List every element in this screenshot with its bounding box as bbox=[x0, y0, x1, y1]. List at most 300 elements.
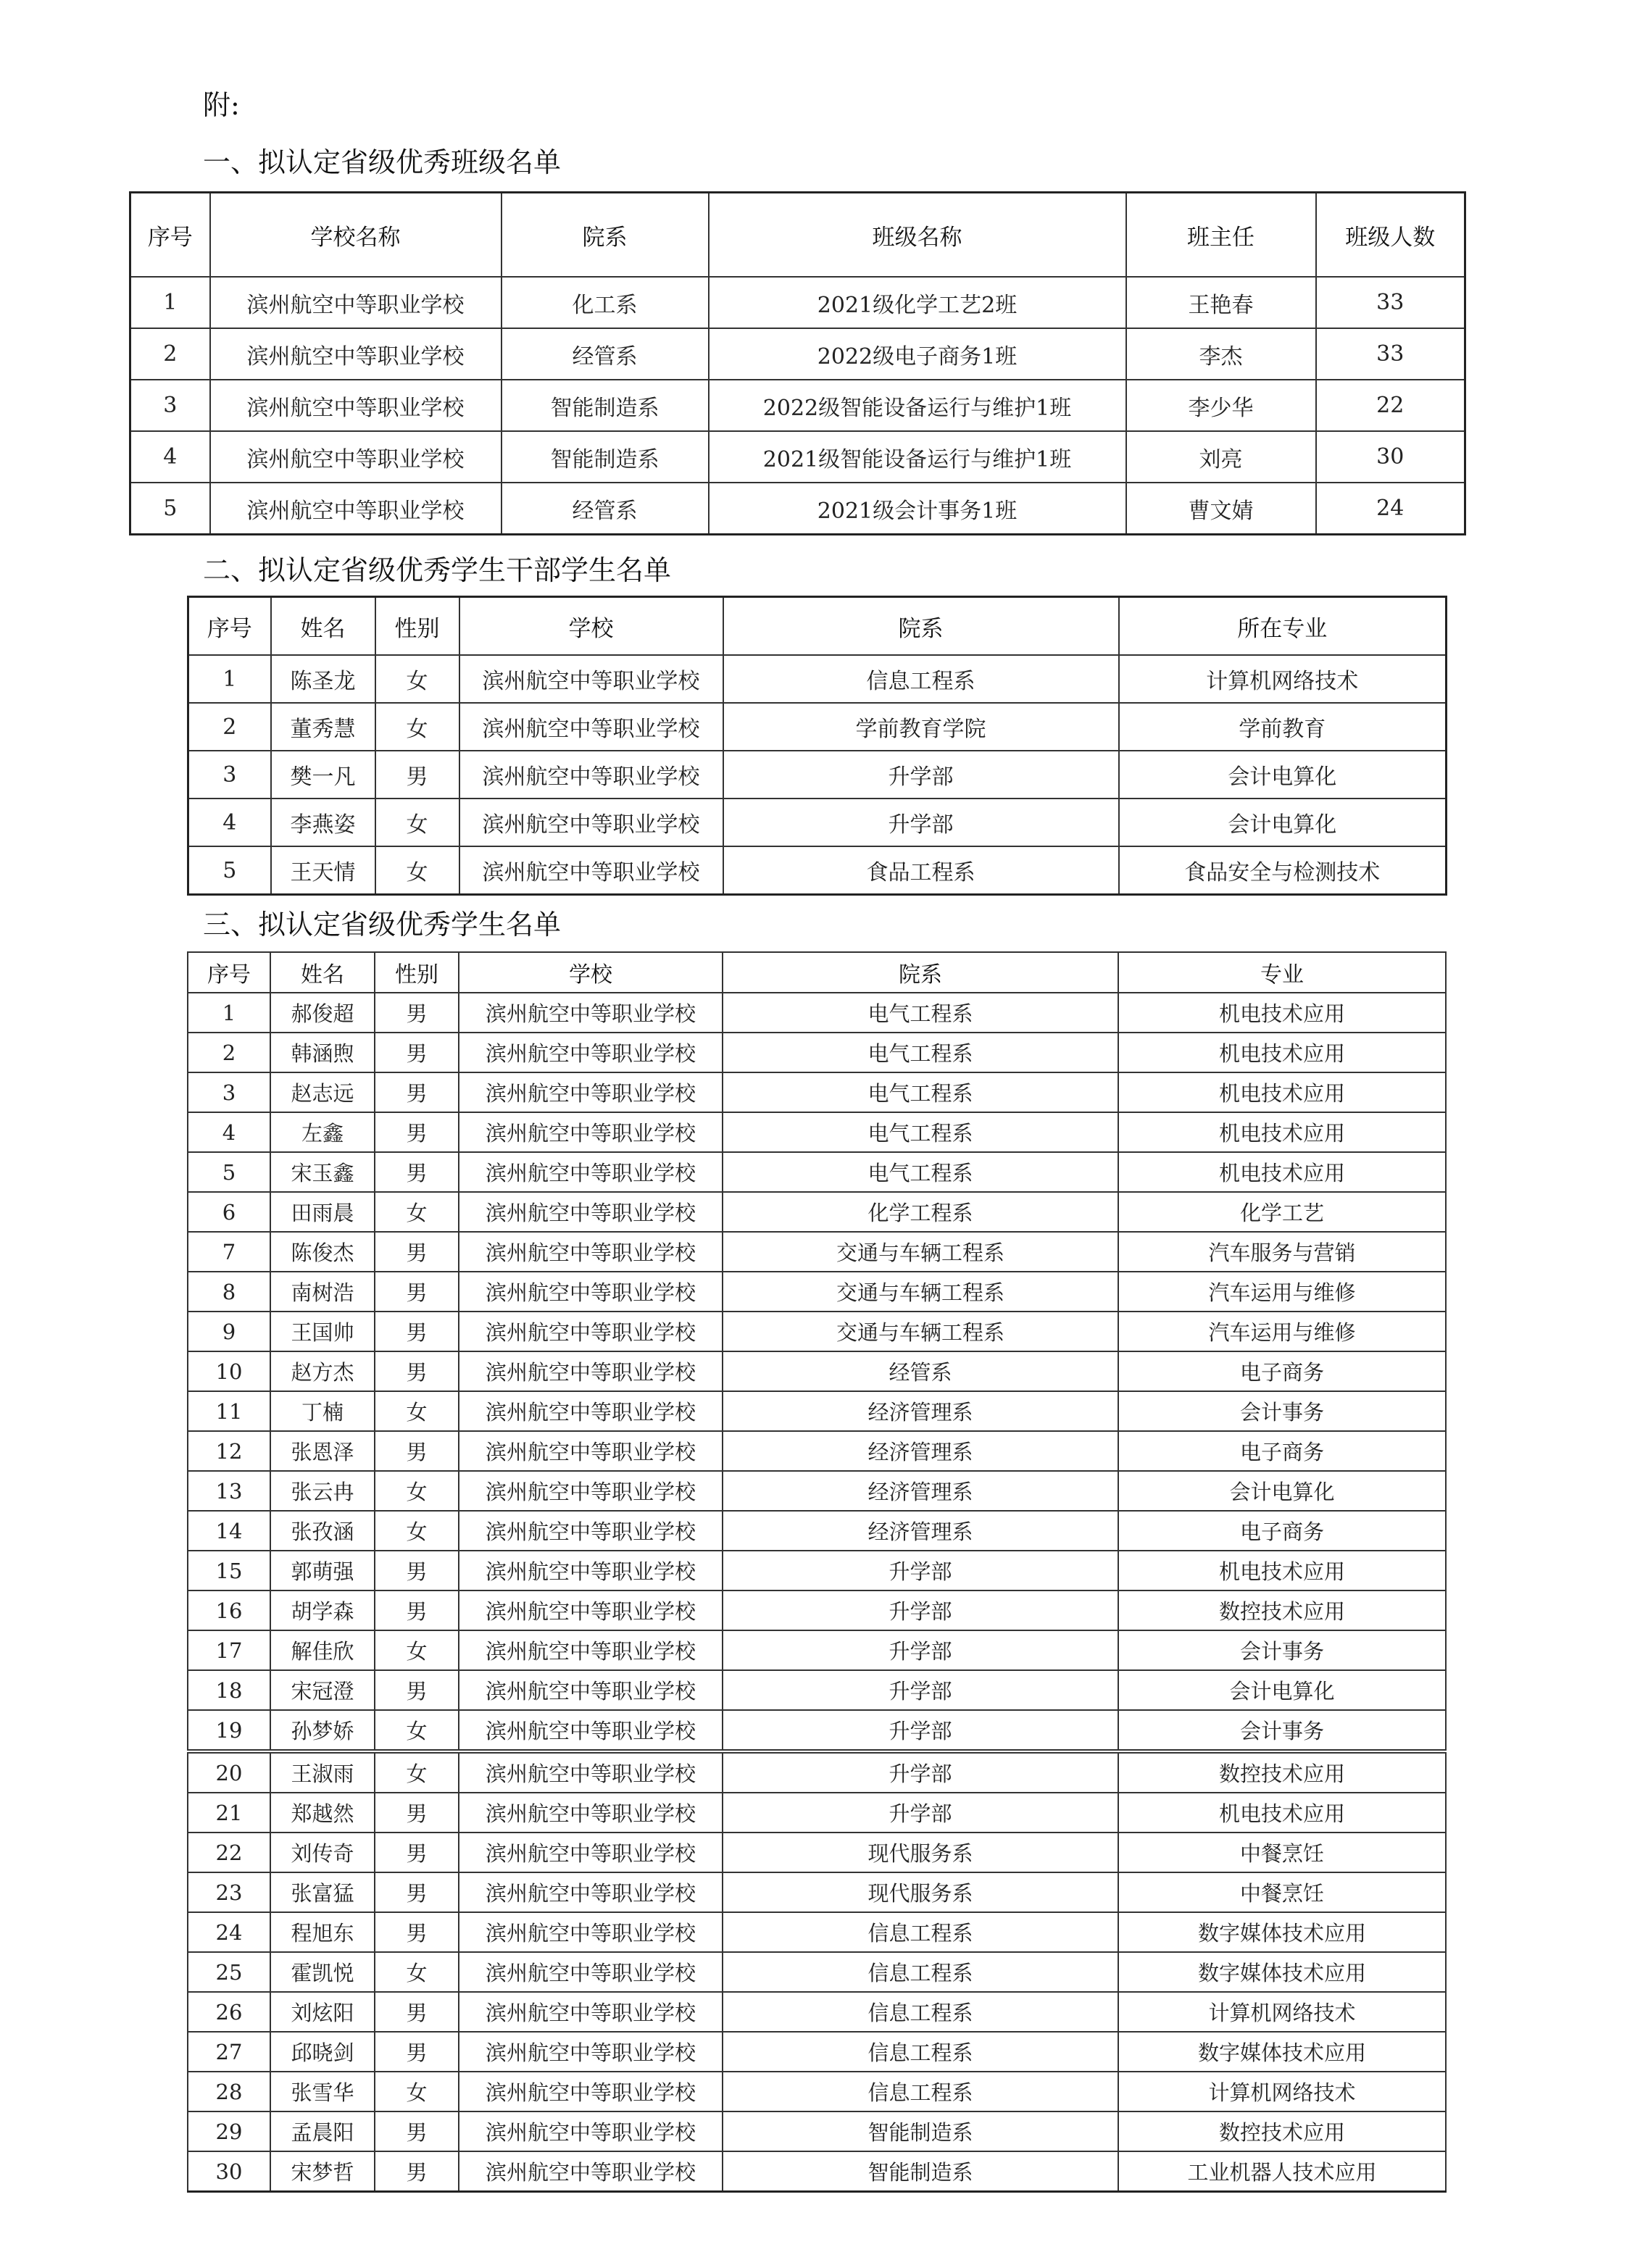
cell-department: 经济管理系 bbox=[723, 1431, 1118, 1471]
cell-class-size: 30 bbox=[1316, 431, 1465, 483]
cell-gender: 女 bbox=[375, 655, 459, 703]
cell-name: 郭萌强 bbox=[270, 1551, 375, 1590]
cell-major: 机电技术应用 bbox=[1118, 1112, 1446, 1152]
cell-school: 滨州航空中等职业学校 bbox=[459, 751, 723, 799]
cell-major: 数控技术应用 bbox=[1118, 2111, 1446, 2151]
cell-name: 张雪华 bbox=[270, 2072, 375, 2111]
cell-head-teacher: 李少华 bbox=[1126, 380, 1316, 431]
cell-index: 22 bbox=[188, 1833, 270, 1872]
cell-gender: 女 bbox=[375, 1471, 459, 1511]
table-header-row bbox=[188, 597, 1447, 656]
table-row bbox=[188, 1710, 1446, 1751]
cell-department: 经济管理系 bbox=[723, 1391, 1118, 1431]
excellent-students-body bbox=[188, 993, 1446, 2192]
cell-school: 滨州航空中等职业学校 bbox=[459, 703, 723, 751]
table-row bbox=[188, 1751, 1446, 1793]
cell-department: 电气工程系 bbox=[723, 1033, 1118, 1072]
cell-gender: 男 bbox=[375, 2111, 459, 2151]
cell-major: 电子商务 bbox=[1118, 1431, 1446, 1471]
table-row bbox=[130, 380, 1465, 431]
table-row bbox=[188, 1152, 1446, 1192]
cell-school: 滨州航空中等职业学校 bbox=[459, 1670, 723, 1710]
cell-school: 滨州航空中等职业学校 bbox=[459, 993, 723, 1033]
cell-department: 智能制造系 bbox=[502, 380, 709, 431]
cell-gender: 男 bbox=[375, 1872, 459, 1912]
cell-school: 滨州航空中等职业学校 bbox=[459, 1751, 723, 1793]
cell-name: 王淑雨 bbox=[270, 1751, 375, 1793]
excellent-classes-table bbox=[129, 191, 1466, 535]
table-row bbox=[188, 1351, 1446, 1391]
section-title-excellent-classes: 一、拟认定省级优秀班级名单 bbox=[203, 146, 562, 178]
cell-major: 工业机器人技术应用 bbox=[1118, 2151, 1446, 2192]
cell-school: 滨州航空中等职业学校 bbox=[459, 1912, 723, 1952]
cell-school: 滨州航空中等职业学校 bbox=[459, 1232, 723, 1272]
cell-major: 机电技术应用 bbox=[1118, 1072, 1446, 1112]
header-department: 院系 bbox=[723, 952, 1118, 993]
cell-department: 智能制造系 bbox=[502, 431, 709, 483]
cell-index: 12 bbox=[188, 1431, 270, 1471]
table-row bbox=[130, 483, 1465, 535]
cell-name: 张孜涵 bbox=[270, 1511, 375, 1551]
table-row bbox=[188, 1912, 1446, 1952]
cell-department: 信息工程系 bbox=[723, 2032, 1118, 2072]
cell-major: 机电技术应用 bbox=[1118, 1033, 1446, 1072]
cell-name: 解佳欣 bbox=[270, 1630, 375, 1670]
cell-school: 滨州航空中等职业学校 bbox=[459, 2151, 723, 2192]
table-row bbox=[188, 1072, 1446, 1112]
cell-department: 信息工程系 bbox=[723, 1992, 1118, 2032]
header-major: 专业 bbox=[1118, 952, 1446, 993]
cell-major: 会计电算化 bbox=[1118, 1471, 1446, 1511]
cell-department: 经管系 bbox=[502, 328, 709, 380]
header-gender: 性别 bbox=[375, 597, 459, 656]
header-gender: 性别 bbox=[375, 952, 459, 993]
table-row bbox=[188, 1630, 1446, 1670]
table-row bbox=[188, 1391, 1446, 1431]
cell-gender: 男 bbox=[375, 1590, 459, 1630]
cell-name: 孙梦娇 bbox=[270, 1710, 375, 1751]
cell-index: 3 bbox=[188, 1072, 270, 1112]
cell-class-size: 24 bbox=[1316, 483, 1465, 535]
cell-department: 升学部 bbox=[723, 1793, 1118, 1833]
cell-major: 会计事务 bbox=[1118, 1630, 1446, 1670]
cell-gender: 女 bbox=[375, 1391, 459, 1431]
header-class-size: 班级人数 bbox=[1316, 193, 1465, 278]
cell-major: 会计事务 bbox=[1118, 1391, 1446, 1431]
table-row bbox=[188, 2032, 1446, 2072]
cell-class-size: 33 bbox=[1316, 328, 1465, 380]
cell-index: 17 bbox=[188, 1630, 270, 1670]
cell-department: 现代服务系 bbox=[723, 1833, 1118, 1872]
cell-school: 滨州航空中等职业学校 bbox=[459, 1551, 723, 1590]
cell-index: 9 bbox=[188, 1312, 270, 1351]
cell-gender: 男 bbox=[375, 1112, 459, 1152]
cell-index: 26 bbox=[188, 1992, 270, 2032]
header-school: 学校 bbox=[459, 952, 723, 993]
cell-class-name: 2022级智能设备运行与维护1班 bbox=[709, 380, 1126, 431]
cell-school-name: 滨州航空中等职业学校 bbox=[210, 380, 502, 431]
cell-gender: 女 bbox=[375, 799, 459, 846]
cell-gender: 男 bbox=[375, 993, 459, 1033]
cell-name: 陈俊杰 bbox=[270, 1232, 375, 1272]
cell-index: 10 bbox=[188, 1351, 270, 1391]
table-row bbox=[188, 1872, 1446, 1912]
cell-major: 化学工艺 bbox=[1118, 1192, 1446, 1232]
cell-name: 赵志远 bbox=[270, 1072, 375, 1112]
table-row bbox=[188, 1033, 1446, 1072]
cell-school: 滨州航空中等职业学校 bbox=[459, 846, 723, 895]
cell-major: 数控技术应用 bbox=[1118, 1590, 1446, 1630]
cell-department: 升学部 bbox=[723, 751, 1119, 799]
cell-major: 计算机网络技术 bbox=[1118, 2072, 1446, 2111]
cell-school: 滨州航空中等职业学校 bbox=[459, 1152, 723, 1192]
cell-index: 25 bbox=[188, 1952, 270, 1992]
cell-class-size: 33 bbox=[1316, 277, 1465, 328]
table-row bbox=[188, 1952, 1446, 1992]
cell-major: 中餐烹饪 bbox=[1118, 1833, 1446, 1872]
cell-school: 滨州航空中等职业学校 bbox=[459, 1952, 723, 1992]
cell-department: 信息工程系 bbox=[723, 655, 1119, 703]
cell-major: 汽车运用与维修 bbox=[1118, 1272, 1446, 1312]
header-name: 姓名 bbox=[270, 952, 375, 993]
cell-major: 会计事务 bbox=[1118, 1710, 1446, 1751]
cell-major: 计算机网络技术 bbox=[1119, 655, 1447, 703]
table-row bbox=[188, 1232, 1446, 1272]
cell-gender: 男 bbox=[375, 1232, 459, 1272]
cell-gender: 女 bbox=[375, 1952, 459, 1992]
cell-school: 滨州航空中等职业学校 bbox=[459, 1590, 723, 1630]
cell-department: 经济管理系 bbox=[723, 1471, 1118, 1511]
table-row bbox=[188, 1992, 1446, 2032]
header-major: 所在专业 bbox=[1119, 597, 1447, 656]
cell-gender: 男 bbox=[375, 1072, 459, 1112]
cell-department: 交通与车辆工程系 bbox=[723, 1312, 1118, 1351]
table-row bbox=[188, 799, 1447, 846]
cell-major: 会计电算化 bbox=[1119, 751, 1447, 799]
cell-name: 胡学森 bbox=[270, 1590, 375, 1630]
section-title-student-cadres: 二、拟认定省级优秀学生干部学生名单 bbox=[203, 554, 672, 586]
cell-name: 张恩泽 bbox=[270, 1431, 375, 1471]
cell-index: 7 bbox=[188, 1232, 270, 1272]
cell-major: 机电技术应用 bbox=[1118, 1551, 1446, 1590]
cell-gender: 男 bbox=[375, 2032, 459, 2072]
header-head-teacher: 班主任 bbox=[1126, 193, 1316, 278]
cell-index: 2 bbox=[188, 703, 271, 751]
cell-name: 张富猛 bbox=[270, 1872, 375, 1912]
cell-school: 滨州航空中等职业学校 bbox=[459, 799, 723, 846]
cell-school-name: 滨州航空中等职业学校 bbox=[210, 483, 502, 535]
cell-name: 左鑫 bbox=[270, 1112, 375, 1152]
cell-gender: 男 bbox=[375, 1312, 459, 1351]
header-school: 学校 bbox=[459, 597, 723, 656]
cell-gender: 男 bbox=[375, 1833, 459, 1872]
cell-department: 交通与车辆工程系 bbox=[723, 1272, 1118, 1312]
cell-index: 11 bbox=[188, 1391, 270, 1431]
cell-department: 升学部 bbox=[723, 799, 1119, 846]
cell-department: 化学工程系 bbox=[723, 1192, 1118, 1232]
table-row bbox=[188, 1833, 1446, 1872]
table-row bbox=[188, 1272, 1446, 1312]
cell-school: 滨州航空中等职业学校 bbox=[459, 2032, 723, 2072]
cell-school: 滨州航空中等职业学校 bbox=[459, 1833, 723, 1872]
cell-head-teacher: 曹文婧 bbox=[1126, 483, 1316, 535]
cell-index: 24 bbox=[188, 1912, 270, 1952]
cell-head-teacher: 王艳春 bbox=[1126, 277, 1316, 328]
cell-name: 丁楠 bbox=[270, 1391, 375, 1431]
cell-index: 27 bbox=[188, 2032, 270, 2072]
cell-name: 刘传奇 bbox=[270, 1833, 375, 1872]
cell-name: 刘炫阳 bbox=[270, 1992, 375, 2032]
table-row bbox=[188, 2072, 1446, 2111]
cell-school: 滨州航空中等职业学校 bbox=[459, 1033, 723, 1072]
cell-index: 2 bbox=[188, 1033, 270, 1072]
table-header-row bbox=[188, 952, 1446, 993]
cell-name: 田雨晨 bbox=[270, 1192, 375, 1232]
cell-class-size: 22 bbox=[1316, 380, 1465, 431]
cell-name: 程旭东 bbox=[270, 1912, 375, 1952]
cell-major: 计算机网络技术 bbox=[1118, 1992, 1446, 2032]
cell-index: 5 bbox=[188, 846, 271, 895]
cell-gender: 女 bbox=[375, 1630, 459, 1670]
cell-index: 29 bbox=[188, 2111, 270, 2151]
cell-name: 宋梦哲 bbox=[270, 2151, 375, 2192]
cell-name: 孟晨阳 bbox=[270, 2111, 375, 2151]
table-header-row bbox=[130, 193, 1465, 278]
table-row bbox=[188, 1590, 1446, 1630]
cell-class-name: 2021级化学工艺2班 bbox=[709, 277, 1126, 328]
cell-school: 滨州航空中等职业学校 bbox=[459, 1192, 723, 1232]
cell-name: 陈圣龙 bbox=[271, 655, 375, 703]
cell-school: 滨州航空中等职业学校 bbox=[459, 1992, 723, 2032]
cell-name: 郝俊超 bbox=[270, 993, 375, 1033]
cell-department: 现代服务系 bbox=[723, 1872, 1118, 1912]
cell-name: 赵方杰 bbox=[270, 1351, 375, 1391]
header-name: 姓名 bbox=[271, 597, 375, 656]
cell-name: 樊一凡 bbox=[271, 751, 375, 799]
cell-major: 汽车运用与维修 bbox=[1118, 1312, 1446, 1351]
cell-major: 汽车服务与营销 bbox=[1118, 1232, 1446, 1272]
table-row bbox=[188, 1670, 1446, 1710]
cell-department: 信息工程系 bbox=[723, 2072, 1118, 2111]
cell-index: 4 bbox=[130, 431, 210, 483]
cell-department: 升学部 bbox=[723, 1590, 1118, 1630]
header-school-name: 学校名称 bbox=[210, 193, 502, 278]
cell-school: 滨州航空中等职业学校 bbox=[459, 1471, 723, 1511]
table-row bbox=[188, 846, 1447, 895]
cell-school: 滨州航空中等职业学校 bbox=[459, 1391, 723, 1431]
cell-department: 升学部 bbox=[723, 1670, 1118, 1710]
cell-school: 滨州航空中等职业学校 bbox=[459, 2111, 723, 2151]
table-row bbox=[188, 1793, 1446, 1833]
cell-gender: 男 bbox=[375, 1670, 459, 1710]
header-class-name: 班级名称 bbox=[709, 193, 1126, 278]
cell-index: 3 bbox=[188, 751, 271, 799]
table-row bbox=[188, 703, 1447, 751]
cell-gender: 男 bbox=[375, 1992, 459, 2032]
cell-major: 机电技术应用 bbox=[1118, 1793, 1446, 1833]
cell-index: 1 bbox=[188, 655, 271, 703]
cell-department: 智能制造系 bbox=[723, 2151, 1118, 2192]
cell-school: 滨州航空中等职业学校 bbox=[459, 1710, 723, 1751]
cell-school: 滨州航空中等职业学校 bbox=[459, 1630, 723, 1670]
table-row bbox=[188, 993, 1446, 1033]
cell-gender: 男 bbox=[375, 2151, 459, 2192]
cell-index: 1 bbox=[188, 993, 270, 1033]
table-row bbox=[188, 1431, 1446, 1471]
cell-index: 3 bbox=[130, 380, 210, 431]
cell-department: 电气工程系 bbox=[723, 1112, 1118, 1152]
cell-gender: 女 bbox=[375, 1710, 459, 1751]
table-row bbox=[188, 1551, 1446, 1590]
cell-school: 滨州航空中等职业学校 bbox=[459, 1272, 723, 1312]
cell-major: 数字媒体技术应用 bbox=[1118, 1952, 1446, 1992]
cell-department: 电气工程系 bbox=[723, 1072, 1118, 1112]
cell-head-teacher: 李杰 bbox=[1126, 328, 1316, 380]
cell-major: 数字媒体技术应用 bbox=[1118, 1912, 1446, 1952]
cell-index: 5 bbox=[188, 1152, 270, 1192]
cell-school: 滨州航空中等职业学校 bbox=[459, 1872, 723, 1912]
cell-name: 韩涵煦 bbox=[270, 1033, 375, 1072]
cell-gender: 男 bbox=[375, 1431, 459, 1471]
cell-school: 滨州航空中等职业学校 bbox=[459, 1312, 723, 1351]
cell-school: 滨州航空中等职业学校 bbox=[459, 1351, 723, 1391]
cell-name: 董秀慧 bbox=[271, 703, 375, 751]
header-department: 院系 bbox=[723, 597, 1119, 656]
cell-department: 升学部 bbox=[723, 1710, 1118, 1751]
cell-name: 王天情 bbox=[271, 846, 375, 895]
cell-major: 学前教育 bbox=[1119, 703, 1447, 751]
table-row bbox=[188, 1192, 1446, 1232]
cell-major: 机电技术应用 bbox=[1118, 1152, 1446, 1192]
table-row bbox=[188, 1471, 1446, 1511]
cell-head-teacher: 刘亮 bbox=[1126, 431, 1316, 483]
cell-class-name: 2021级智能设备运行与维护1班 bbox=[709, 431, 1126, 483]
cell-gender: 女 bbox=[375, 703, 459, 751]
cell-index: 4 bbox=[188, 799, 271, 846]
cell-gender: 女 bbox=[375, 1751, 459, 1793]
cell-department: 升学部 bbox=[723, 1751, 1118, 1793]
table-row bbox=[188, 2111, 1446, 2151]
cell-gender: 男 bbox=[375, 1351, 459, 1391]
cell-department: 智能制造系 bbox=[723, 2111, 1118, 2151]
cell-department: 化工系 bbox=[502, 277, 709, 328]
cell-index: 30 bbox=[188, 2151, 270, 2192]
table-row bbox=[188, 2151, 1446, 2192]
cell-name: 郑越然 bbox=[270, 1793, 375, 1833]
table-row bbox=[188, 655, 1447, 703]
cell-index: 14 bbox=[188, 1511, 270, 1551]
cell-school: 滨州航空中等职业学校 bbox=[459, 1431, 723, 1471]
cell-school: 滨州航空中等职业学校 bbox=[459, 1072, 723, 1112]
cell-index: 2 bbox=[130, 328, 210, 380]
student-cadres-table bbox=[187, 596, 1447, 896]
table-row bbox=[188, 751, 1447, 799]
cell-index: 20 bbox=[188, 1751, 270, 1793]
cell-index: 21 bbox=[188, 1793, 270, 1833]
cell-gender: 男 bbox=[375, 1033, 459, 1072]
table-row bbox=[130, 431, 1465, 483]
cell-major: 会计电算化 bbox=[1119, 799, 1447, 846]
table-row bbox=[188, 1511, 1446, 1551]
cell-gender: 男 bbox=[375, 1272, 459, 1312]
cell-gender: 男 bbox=[375, 1793, 459, 1833]
appendix-label: 附: bbox=[203, 89, 240, 121]
cell-name: 邱晓剑 bbox=[270, 2032, 375, 2072]
cell-department: 电气工程系 bbox=[723, 1152, 1118, 1192]
cell-school-name: 滨州航空中等职业学校 bbox=[210, 328, 502, 380]
cell-gender: 女 bbox=[375, 1192, 459, 1232]
cell-school: 滨州航空中等职业学校 bbox=[459, 1112, 723, 1152]
table-row bbox=[188, 1312, 1446, 1351]
cell-index: 6 bbox=[188, 1192, 270, 1232]
cell-department: 食品工程系 bbox=[723, 846, 1119, 895]
cell-gender: 女 bbox=[375, 846, 459, 895]
cell-major: 机电技术应用 bbox=[1118, 993, 1446, 1033]
cell-index: 23 bbox=[188, 1872, 270, 1912]
cell-gender: 女 bbox=[375, 2072, 459, 2111]
excellent-classes-body bbox=[130, 277, 1465, 535]
cell-gender: 男 bbox=[375, 751, 459, 799]
cell-school: 滨州航空中等职业学校 bbox=[459, 2072, 723, 2111]
cell-school-name: 滨州航空中等职业学校 bbox=[210, 277, 502, 328]
cell-major: 食品安全与检测技术 bbox=[1119, 846, 1447, 895]
cell-department: 电气工程系 bbox=[723, 993, 1118, 1033]
cell-gender: 女 bbox=[375, 1511, 459, 1551]
cell-gender: 男 bbox=[375, 1152, 459, 1192]
section-title-excellent-students: 三、拟认定省级优秀学生名单 bbox=[203, 909, 562, 941]
cell-department: 升学部 bbox=[723, 1551, 1118, 1590]
cell-department: 经济管理系 bbox=[723, 1511, 1118, 1551]
cell-name: 霍凯悦 bbox=[270, 1952, 375, 1992]
cell-class-name: 2022级电子商务1班 bbox=[709, 328, 1126, 380]
cell-index: 5 bbox=[130, 483, 210, 535]
cell-index: 28 bbox=[188, 2072, 270, 2111]
cell-index: 18 bbox=[188, 1670, 270, 1710]
cell-index: 19 bbox=[188, 1710, 270, 1751]
cell-name: 南树浩 bbox=[270, 1272, 375, 1312]
cell-department: 升学部 bbox=[723, 1630, 1118, 1670]
cell-department: 信息工程系 bbox=[723, 1912, 1118, 1952]
cell-department: 交通与车辆工程系 bbox=[723, 1232, 1118, 1272]
cell-name: 李燕姿 bbox=[271, 799, 375, 846]
cell-school: 滨州航空中等职业学校 bbox=[459, 655, 723, 703]
header-index: 序号 bbox=[188, 597, 271, 656]
cell-department: 经管系 bbox=[502, 483, 709, 535]
header-index: 序号 bbox=[188, 952, 270, 993]
cell-index: 15 bbox=[188, 1551, 270, 1590]
cell-major: 电子商务 bbox=[1118, 1351, 1446, 1391]
cell-major: 中餐烹饪 bbox=[1118, 1872, 1446, 1912]
student-cadres-body bbox=[188, 655, 1447, 895]
cell-department: 经管系 bbox=[723, 1351, 1118, 1391]
cell-index: 8 bbox=[188, 1272, 270, 1312]
cell-department: 信息工程系 bbox=[723, 1952, 1118, 1992]
cell-school-name: 滨州航空中等职业学校 bbox=[210, 431, 502, 483]
cell-major: 数控技术应用 bbox=[1118, 1751, 1446, 1793]
cell-name: 王国帅 bbox=[270, 1312, 375, 1351]
cell-name: 宋冠澄 bbox=[270, 1670, 375, 1710]
cell-gender: 男 bbox=[375, 1912, 459, 1952]
cell-index: 4 bbox=[188, 1112, 270, 1152]
cell-class-name: 2021级会计事务1班 bbox=[709, 483, 1126, 535]
cell-school: 滨州航空中等职业学校 bbox=[459, 1511, 723, 1551]
cell-major: 会计电算化 bbox=[1118, 1670, 1446, 1710]
table-row bbox=[130, 277, 1465, 328]
cell-name: 宋玉鑫 bbox=[270, 1152, 375, 1192]
header-index: 序号 bbox=[130, 193, 210, 278]
excellent-students-table bbox=[187, 951, 1447, 2193]
cell-major: 电子商务 bbox=[1118, 1511, 1446, 1551]
